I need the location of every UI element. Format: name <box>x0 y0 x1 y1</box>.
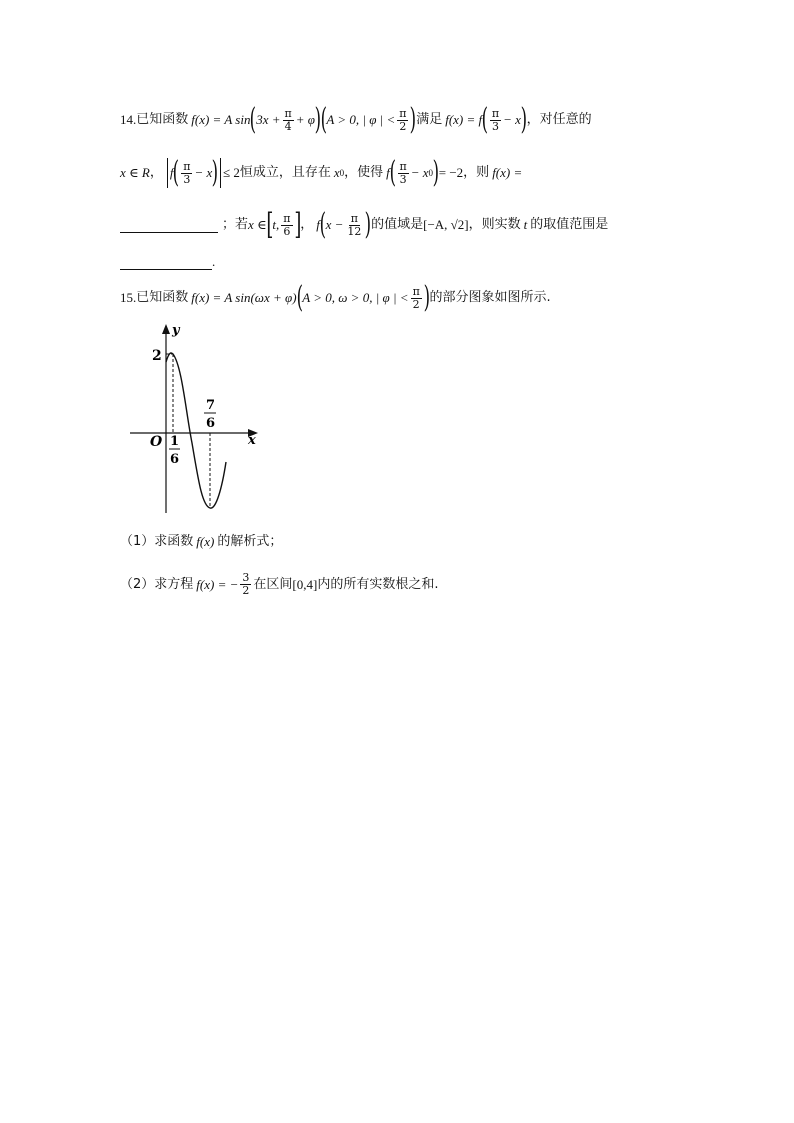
paren-close: ) <box>365 207 372 242</box>
q14-frac-pi-3c <box>398 161 409 186</box>
origin-label: O <box>150 434 163 450</box>
q14-line-2 <box>120 155 523 190</box>
bracket-close: ] <box>293 207 301 242</box>
frac-den: 6 <box>283 224 291 238</box>
y-label: y <box>172 323 180 338</box>
q14-absf: f <box>169 165 174 180</box>
answer-blank-2[interactable] <box>120 255 212 270</box>
frac-num: π <box>399 159 407 173</box>
q14-x0: x <box>333 165 340 180</box>
paren-open: ( <box>389 155 396 190</box>
q14-le2: ≤ 2 <box>222 165 240 180</box>
paren-close: ) <box>410 102 417 137</box>
frac-num: 3 <box>242 571 250 584</box>
paren-close: ) <box>211 155 219 190</box>
q14-fxeq: f(x) = <box>492 165 523 180</box>
q14-range: [−A, √2] <box>423 217 469 232</box>
q14-text-12: 的取值范围是 <box>530 217 609 232</box>
q14-frac-pi-2 <box>397 108 408 133</box>
tick1-num: 1 <box>170 434 180 449</box>
q14-text-11: ，则实数 <box>468 217 521 232</box>
q14-text-3: ，对任意的 <box>526 112 592 127</box>
q14-text-2: 满足 <box>416 112 443 127</box>
q14-line-4 <box>120 252 215 272</box>
paren-open: ( <box>481 102 489 137</box>
q14-xin: x ∈ <box>248 217 267 232</box>
frac-den: 12 <box>347 224 362 238</box>
q14-text-1: 已知函数 <box>136 112 189 127</box>
abs-bar <box>167 158 168 188</box>
frac-den: 2 <box>399 119 407 133</box>
q15-frac-pi-2 <box>411 286 422 311</box>
q14-frac-pi-3b <box>181 161 192 186</box>
q14-text-8: ；若 <box>222 217 249 232</box>
paren-open: ( <box>320 102 327 137</box>
frac-den: 2 <box>412 297 420 311</box>
frac-den: 4 <box>284 119 292 133</box>
frac-den: 3 <box>399 172 407 186</box>
q15-p1-tail: 的解析式； <box>217 534 283 549</box>
q15-p2-f: f(x) = − <box>196 576 239 592</box>
q14-text-7: ，则 <box>463 165 490 180</box>
q14-text-6: ，使得 <box>344 165 384 180</box>
paren-open: ( <box>173 155 180 190</box>
frac-den: 3 <box>183 172 191 186</box>
paren-close: ) <box>423 280 430 315</box>
q15-p1-label: （1）求函数 <box>120 534 194 549</box>
y-axis-arrow <box>162 324 170 334</box>
q14-tvar: t <box>523 217 528 232</box>
q14-xinR: x ∈ R <box>120 165 150 180</box>
q14-eqm2: = −2 <box>438 165 464 180</box>
paren-open: ( <box>250 102 257 137</box>
q15-p2-mid: 在区间 <box>253 576 293 592</box>
q15-number: 15. <box>120 290 137 305</box>
q14-line-1 <box>120 102 592 137</box>
q15-text-1: 已知函数 <box>136 290 189 305</box>
paren-open: ( <box>296 280 303 315</box>
q15-fx: f(x) = A sin(ωx + φ) <box>191 290 297 305</box>
q14-frac-pi-6 <box>281 213 292 238</box>
sine-curve <box>166 353 226 508</box>
q14-fx: f(x) = A sin <box>191 112 251 127</box>
q15-p2-label: （2）求方程 <box>120 576 194 592</box>
q14-cond1: A > 0, | φ | < <box>326 112 396 127</box>
frac-num: π <box>412 284 420 298</box>
q14-period: . <box>212 254 216 269</box>
q15-line-1 <box>120 280 551 315</box>
x-label: x <box>248 433 256 448</box>
tick2-den: 6 <box>206 416 216 431</box>
q14-fshift: f <box>316 217 320 232</box>
frac-num: π <box>399 106 407 120</box>
q15-part-2 <box>120 572 438 597</box>
q15-text-2: 的部分图象如图所示. <box>429 290 551 305</box>
answer-blank-1[interactable] <box>120 218 218 233</box>
q15-frac-3-2 <box>240 572 251 597</box>
q15-p2-tail: 内的所有实数根之和. <box>317 576 439 592</box>
paren-close: ) <box>432 155 440 190</box>
q14-text-9: ， <box>300 217 314 232</box>
frac-den: 3 <box>491 119 499 133</box>
abs-bar <box>220 158 221 188</box>
frac-num: π <box>283 211 291 225</box>
q14-frac-pi-3 <box>490 108 501 133</box>
q14-line-3 <box>120 207 609 242</box>
q14-f2: f <box>386 165 390 180</box>
q14-minus-x-b: − x <box>194 165 213 180</box>
q14-minus-x: − x <box>503 112 521 127</box>
frac-num: π <box>491 106 500 120</box>
q15-p1-f: f(x) <box>196 534 215 549</box>
tick1-den: 6 <box>170 452 180 467</box>
paren-open: ( <box>319 207 326 242</box>
q14-frac-pi-4 <box>283 108 294 133</box>
frac-num: π <box>183 159 191 173</box>
q15-p2-int: [0,4] <box>292 576 318 592</box>
q15-cond: A > 0, ω > 0, | φ | < <box>302 290 409 305</box>
frac-den: 2 <box>242 584 250 597</box>
q15-part-1 <box>120 532 282 552</box>
q14-inner-b: + φ <box>295 112 315 127</box>
q14-minus-x0: − x <box>410 165 429 180</box>
q14-tvar-a: t, <box>272 217 280 232</box>
frac-num: π <box>350 211 358 225</box>
bracket-open: [ <box>266 207 274 242</box>
tick2-num: 7 <box>206 398 216 413</box>
q14-inner-a: 3x + <box>256 112 281 127</box>
q14-number: 14. <box>120 112 137 127</box>
q14-xminus: x − <box>325 217 344 232</box>
q14-feq: f(x) = f <box>445 112 483 127</box>
q14-x0-sub: 0 <box>339 168 345 178</box>
function-graph <box>120 318 280 518</box>
q14-text-10: 的值域是 <box>371 217 424 232</box>
paren-close: ) <box>520 102 527 137</box>
frac-num: π <box>284 106 292 120</box>
paren-close: ) <box>314 102 322 137</box>
q14-text-5: 恒成立，且存在 <box>239 165 331 180</box>
max-label: 2 <box>152 348 162 364</box>
q14-x0-sub-b: 0 <box>428 168 434 178</box>
q14-frac-pi-12 <box>345 213 363 238</box>
q14-text-4: ， <box>149 165 163 180</box>
